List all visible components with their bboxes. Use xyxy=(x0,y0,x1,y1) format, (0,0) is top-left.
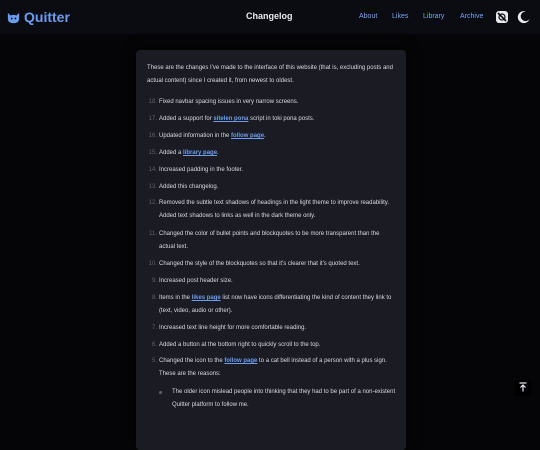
likes-page-link[interactable]: likes page xyxy=(191,295,221,301)
moon-icon xyxy=(517,10,531,24)
item-number: 13. xyxy=(148,184,157,190)
arrow-up-to-line-icon xyxy=(518,379,528,397)
item-text: Added a button at the bottom right to quickly scroll to the top. xyxy=(159,342,321,348)
item-text: Removed the subtle text shadows of headings in the light theme to improve readability. Added text shadows to links as well in the dark theme only. xyxy=(159,200,390,219)
item-number: 14. xyxy=(148,167,157,173)
brand-link[interactable] xyxy=(6,8,70,26)
nav-link-likes[interactable]: Likes xyxy=(392,13,409,20)
library-page-link[interactable]: library page xyxy=(183,150,218,156)
follow-page-link[interactable]: follow page xyxy=(224,358,258,364)
nav-link-about[interactable]: About xyxy=(359,13,378,20)
sub-item-text: The older icon mislead people into thinking that they had to be part of a non-existent Quitter platform to follow me. xyxy=(172,389,396,408)
item-text: Changed the color of bullet points and blockquotes to be more transparent than the actual text. xyxy=(159,231,380,250)
navbar xyxy=(0,0,540,34)
item-text: Updated information in the follow page. xyxy=(159,133,266,139)
item-number: 8. xyxy=(151,295,157,301)
item-number: 17. xyxy=(148,116,157,122)
item-text: Added a support for sitelen pona script in toki pona posts. xyxy=(159,116,315,122)
nav-link-archive[interactable]: Archive xyxy=(460,13,484,20)
nav-link-library[interactable]: Library xyxy=(423,13,445,20)
item-number: 12. xyxy=(148,200,157,206)
item-text: Items in the likes page list now have icons differentiating the kind of content they link to (text, video, audio or other). xyxy=(159,295,392,314)
item-number: 9. xyxy=(151,278,157,284)
item-text: Increased padding in the footer. xyxy=(159,167,244,173)
item-number: 6. xyxy=(151,342,157,348)
cat-logo-icon xyxy=(6,10,21,25)
item-number: 10. xyxy=(148,261,157,267)
sitelen-pona-link[interactable]: sitelen pona xyxy=(213,116,249,122)
item-number: 18. xyxy=(148,99,157,105)
dark-mode-toggle-button[interactable] xyxy=(515,8,533,26)
bullet-point xyxy=(159,391,162,394)
no-theme-icon xyxy=(495,10,509,24)
item-number: 15. xyxy=(148,150,157,156)
item-number: 11. xyxy=(149,231,157,237)
item-text: Added a library page. xyxy=(159,150,219,156)
item-number: 7. xyxy=(151,325,157,331)
brand-name: Quitter xyxy=(24,9,70,25)
follow-page-link[interactable]: follow page xyxy=(231,133,265,139)
page-title: Changelog xyxy=(246,11,293,21)
item-text: Changed the icon to the follow page to a cat bell instead of a person with a plus sign. These are the reasons: xyxy=(159,358,387,377)
theme-toggle-button[interactable] xyxy=(493,8,511,26)
item-text: Increased text line height for more comfortable reading. xyxy=(159,325,307,331)
item-number: 16. xyxy=(148,133,157,139)
scroll-to-top-button[interactable] xyxy=(515,380,531,396)
item-number: 5. xyxy=(151,358,157,364)
item-text: Increased post header size. xyxy=(159,278,233,284)
item-text: Changed the style of the blockquotes so that it's clearer that it's quoted text. xyxy=(159,261,360,267)
intro-text: These are the changes I've made to the interface of this website (that is, excluding posts and actual content) since I created it, from newest to oldest. xyxy=(147,65,393,84)
item-text: Added this changelog. xyxy=(159,184,219,190)
item-text: Fixed navbar spacing issues in very narrow screens. xyxy=(159,99,299,105)
